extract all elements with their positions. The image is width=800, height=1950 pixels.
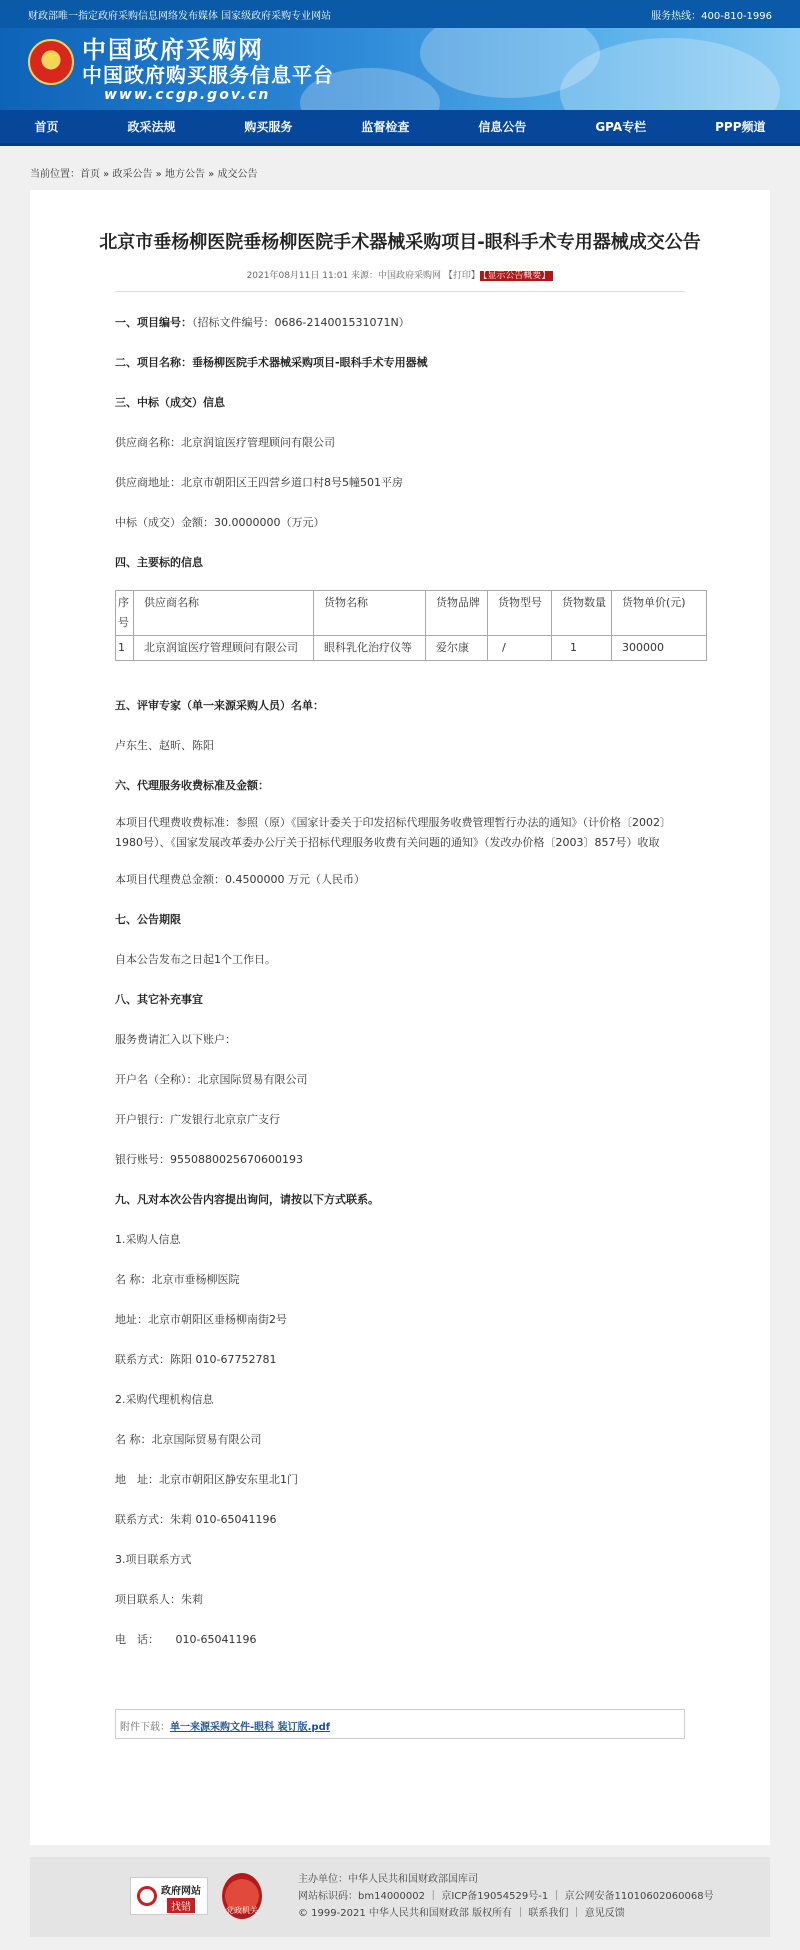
purchaser-address: 地址：北京市朝阳区垂杨柳南街2号: [115, 1313, 287, 1326]
attachment-link[interactable]: 单一来源采购文件-眼科 装订版.pdf: [170, 1722, 331, 1733]
purchaser-heading: 1.采购人信息: [115, 1233, 181, 1246]
table-cell: 300000: [612, 636, 707, 661]
breadcrumb-announcements[interactable]: 政采公告: [112, 169, 153, 180]
project-contact-person: 项目联系人：朱莉: [115, 1593, 203, 1606]
report-error-badge[interactable]: 政府网站 找错: [130, 1877, 208, 1915]
attachment-box: [115, 1709, 685, 1739]
divider: [115, 291, 685, 292]
footer: [30, 1857, 770, 1937]
nav-purchase-services[interactable]: 购买服务: [244, 120, 293, 134]
top-bar: [0, 0, 800, 28]
section-main-items: 四、主要标的信息: [115, 556, 203, 569]
supplier-name: 供应商名称：北京润谊医疗管理顾问有限公司: [115, 436, 335, 449]
purchaser-contact: 联系方式：陈阳 010-67752781: [115, 1353, 277, 1366]
table-header: 货物数量: [552, 591, 612, 636]
nav-home[interactable]: 首页: [34, 120, 59, 134]
service-hotline: 服务热线：400-810-1996: [651, 10, 772, 22]
article-date-source: 2021年08月11日 11:01 来源：中国政府采购网 【打印】: [246, 271, 480, 281]
table-header-row: [116, 591, 707, 636]
table-cell: 爱尔康: [426, 636, 488, 661]
project-name: 二、项目名称：垂杨柳医院手术器械采购项目-眼科手术专用器械: [115, 356, 428, 369]
breadcrumb: 当前位置：首页 » 政采公告 » 地方公告 » 成交公告: [30, 169, 258, 180]
breadcrumb-deal[interactable]: 成交公告: [217, 169, 258, 180]
account-number: 银行账号：9550880025670600193: [115, 1153, 303, 1166]
breadcrumb-label: 当前位置：: [30, 169, 80, 180]
fee-standard: 本项目代理费收费标准：参照（原）《国家计委关于印发招标代理服务收费管理暂行办法的通知》（计价格〔2002〕1980号）、《国家发展改革委办公厅关于招标代理服务收费有关问题的通知》（发改办价格〔2003〕857号）收取: [115, 816, 671, 849]
nav-ppp[interactable]: PPP频道: [715, 120, 766, 134]
table-cell: 眼科乳化治疗仪等: [314, 636, 426, 661]
main-nav: [0, 110, 800, 146]
nav-supervision[interactable]: 监督检查: [361, 120, 410, 134]
section-contacts: 九、凡对本次公告内容提出询问，请按以下方式联系。: [115, 1193, 379, 1206]
table-cell: 1: [116, 636, 134, 661]
site-banner: [0, 28, 800, 110]
section-experts: 五、评审专家（单一来源采购人员）名单：: [115, 699, 324, 712]
payment-note: 服务费请汇入以下账户：: [115, 1033, 236, 1046]
table-header: 序号: [116, 591, 134, 636]
party-gov-badge[interactable]: 党政机关: [222, 1873, 262, 1919]
table-row: [116, 636, 707, 661]
breadcrumb-local[interactable]: 地方公告: [164, 169, 205, 180]
agency-name: 名 称：北京国际贸易有限公司: [115, 1433, 262, 1446]
fee-total: 本项目代理费总金额：0.4500000 万元（人民币）: [115, 873, 365, 886]
section-period: 七、公告期限: [115, 913, 181, 926]
account-name: 开户名（全称）：北京国际贸易有限公司: [115, 1073, 308, 1086]
supplier-address: 供应商地址：北京市朝阳区王四营乡道口村8号5幢501平房: [115, 476, 403, 489]
purchaser-name: 名 称：北京市垂杨柳医院: [115, 1273, 240, 1286]
section-agency-fee: 六、代理服务收费标准及金额：: [115, 779, 269, 792]
table-header: 供应商名称: [134, 591, 314, 636]
footer-info: [298, 1871, 714, 1922]
article-panel: [30, 190, 770, 1845]
expert-list: 卢东生、赵昕、陈阳: [115, 739, 214, 752]
article-body: [30, 316, 770, 1647]
project-contact-heading: 3.项目联系方式: [115, 1553, 192, 1566]
table-header: 货物型号: [488, 591, 552, 636]
site-name: 中国政府采购网: [82, 36, 264, 64]
account-bank: 开户银行：广发银行北京京广支行: [115, 1113, 280, 1126]
top-bar-slogan: 财政部唯一指定政府采购信息网络发布媒体 国家级政府采购专业网站: [28, 10, 332, 22]
project-contact-phone: 电 话： 010-65041196: [115, 1633, 257, 1646]
table-cell: /: [488, 636, 552, 661]
footer-host: 主办单位：中华人民共和国财政部国库司: [298, 1874, 478, 1885]
table-header: 货物品牌: [426, 591, 488, 636]
table-cell: 北京润谊医疗管理顾问有限公司: [134, 636, 314, 661]
section-award-info: 三、中标（成交）信息: [115, 396, 225, 409]
attachment-label: 附件下载：: [120, 1722, 170, 1733]
site-subname: 中国政府购买服务信息平台: [82, 63, 334, 87]
nav-regulations[interactable]: 政采法规: [127, 120, 176, 134]
table-header: 货物单价(元): [612, 591, 707, 636]
breadcrumb-home[interactable]: 首页: [80, 169, 100, 180]
article-title: 北京市垂杨柳医院垂杨柳医院手术器械采购项目-眼科手术专用器械成交公告: [99, 232, 701, 253]
national-emblem-icon: ★: [28, 39, 74, 85]
nav-announcements[interactable]: 信息公告: [478, 120, 527, 134]
project-number: 一、项目编号：（招标文件编号：0686-214001531071N）: [115, 316, 410, 329]
footer-copyright: © 1999-2021 中华人民共和国财政部 版权所有 ｜ 联系我们 ｜ 意见反馈: [298, 1908, 625, 1919]
site-logo[interactable]: [82, 36, 334, 104]
agency-heading: 2.采购代理机构信息: [115, 1393, 214, 1406]
table-header: 货物名称: [314, 591, 426, 636]
show-summary-button[interactable]: 【显示公告概要】: [480, 271, 554, 281]
award-amount: 中标（成交）金额：30.0000000（万元）: [115, 516, 325, 529]
period-text: 自本公告发布之日起1个工作日。: [115, 953, 276, 966]
nav-gpa[interactable]: GPA专栏: [595, 120, 647, 134]
site-url: www.ccgp.gov.cn: [104, 87, 271, 103]
article-meta: [30, 268, 770, 281]
agency-address: 地 址：北京市朝阳区静安东里北1门: [115, 1473, 298, 1486]
agency-contact: 联系方式：朱莉 010-65041196: [115, 1513, 277, 1526]
footer-icp: 网站标识码：bm14000002 ｜ 京ICP备19054529号-1 ｜ 京公网安备11010602060068号: [298, 1891, 714, 1902]
magnifier-icon: [137, 1886, 157, 1906]
section-supplementary: 八、其它补充事宜: [115, 993, 203, 1006]
table-cell: 1: [552, 636, 612, 661]
items-table: [115, 590, 707, 661]
